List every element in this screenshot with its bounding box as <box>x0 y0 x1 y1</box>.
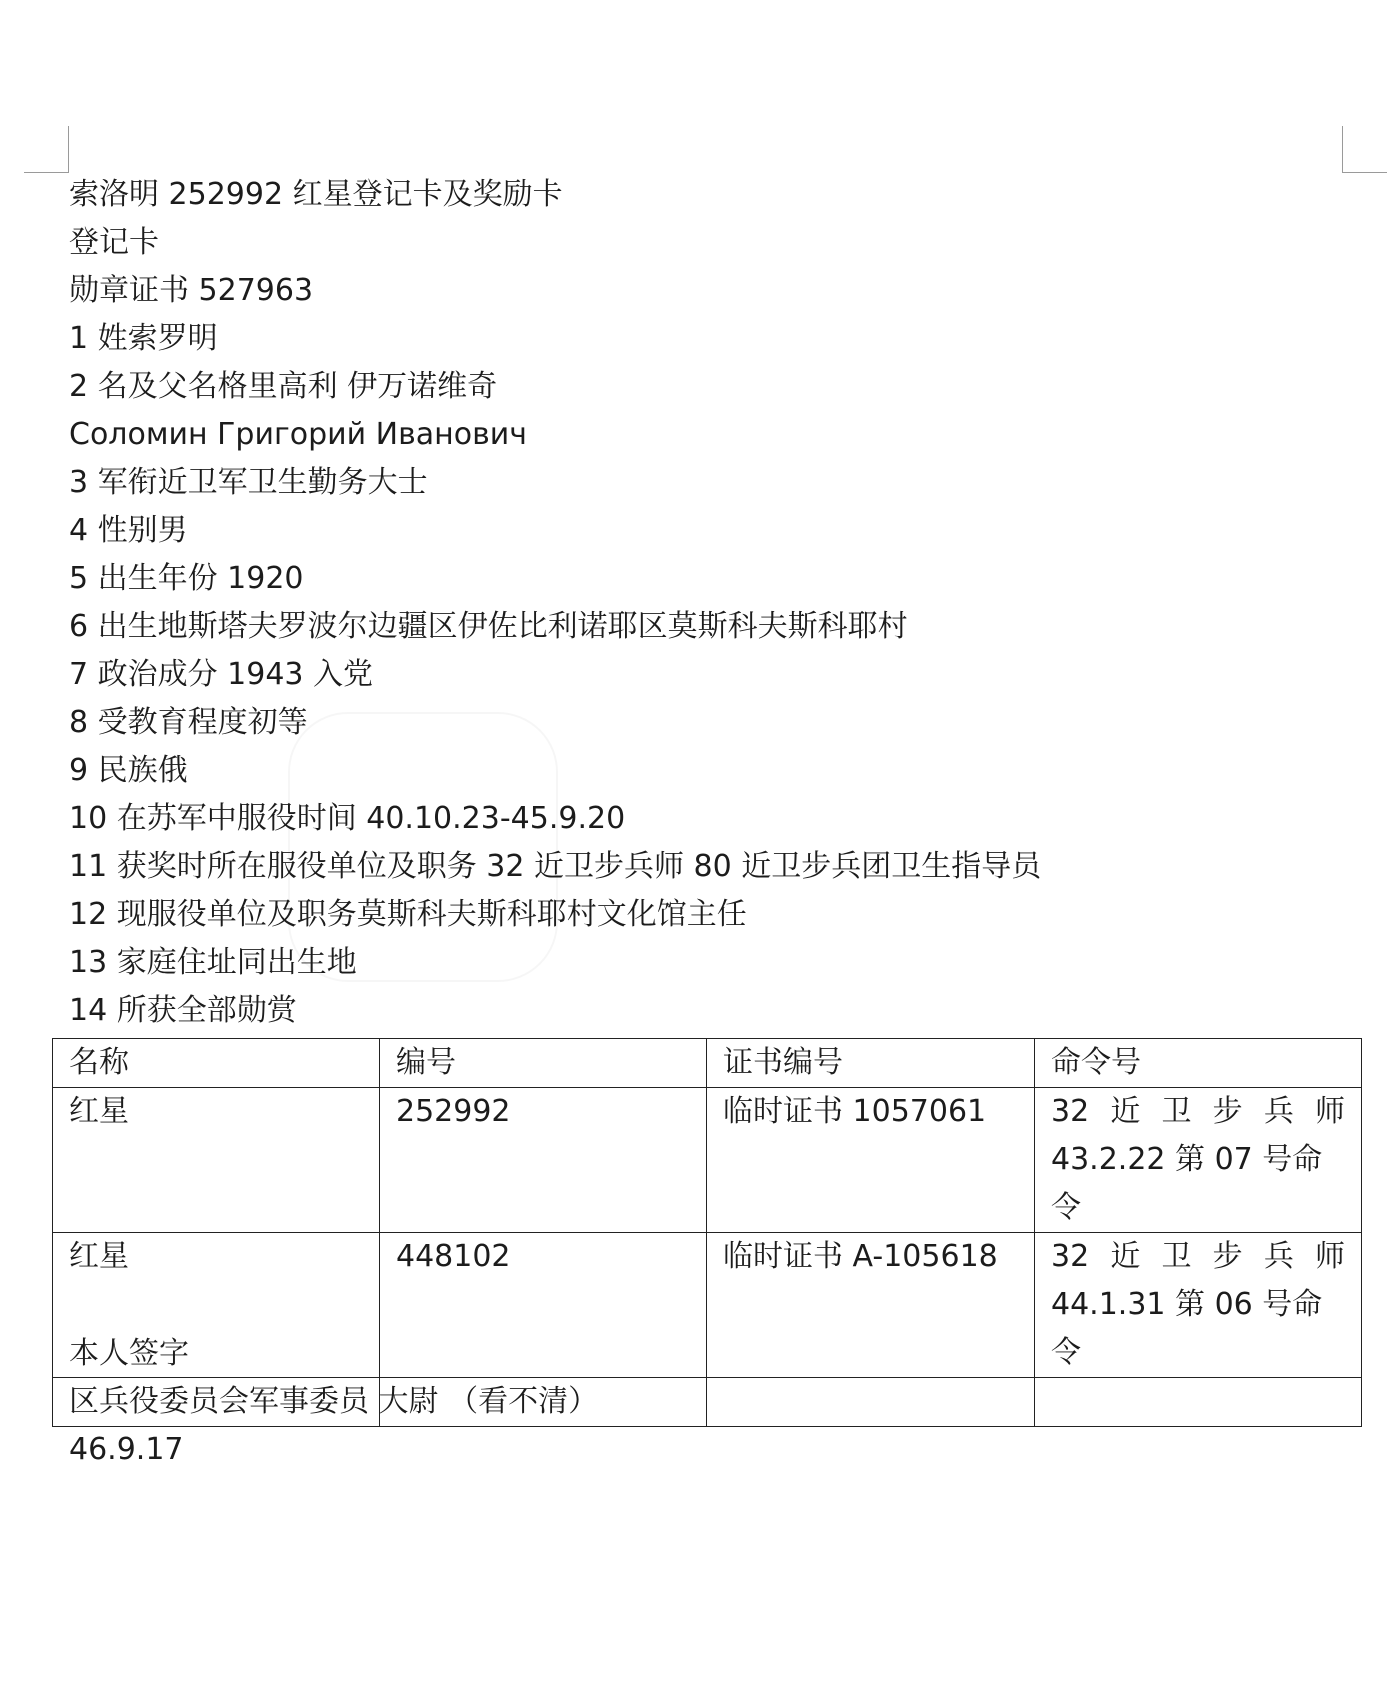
header-number: 编号 <box>380 1039 707 1088</box>
field-line: 6 出生地斯塔夫罗波尔边疆区伊佐比利诺耶区莫斯科夫斯科耶村 <box>69 609 908 644</box>
field-line: Соломин Григорий Иванович <box>69 417 528 452</box>
field-line: 11 获奖时所在服役单位及职务 32 近卫步兵师 80 近卫步兵团卫生指导员 <box>69 849 1042 884</box>
page-corner-mark-top-left <box>24 126 69 173</box>
order-token: 卫 <box>1161 1239 1192 1274</box>
document-date: 46.9.17 <box>69 1432 184 1467</box>
empty-cell <box>707 1378 1035 1427</box>
award-certificate: 临时证书 A-105618 <box>707 1233 1035 1378</box>
field-line: 13 家庭住址同出生地 <box>69 945 357 980</box>
certificate-number: 勋章证书 527963 <box>69 273 314 308</box>
table-row <box>53 1088 1362 1233</box>
empty-cell <box>1035 1378 1362 1427</box>
document-title: 索洛明 252992 红星登记卡及奖励卡 <box>69 177 563 212</box>
award-number: 252992 <box>380 1088 707 1233</box>
order-token: 近 <box>1110 1094 1141 1129</box>
order-token: 卫 <box>1161 1094 1192 1129</box>
order-token: 32 <box>1051 1094 1090 1129</box>
award-order <box>1035 1233 1362 1378</box>
order-token: 步 <box>1212 1094 1243 1129</box>
field-line: 12 现服役单位及职务莫斯科夫斯科耶村文化馆主任 <box>69 897 747 932</box>
field-line: 9 民族俄 <box>69 753 188 788</box>
header-certificate: 证书编号 <box>707 1039 1035 1088</box>
order-token: 兵 <box>1263 1094 1294 1129</box>
page-corner-mark-top-right <box>1342 126 1387 173</box>
award-order <box>1035 1088 1362 1233</box>
order-token: 师 <box>1314 1239 1345 1274</box>
signature-line: 本人签字 <box>69 1336 189 1371</box>
order-token: 步 <box>1212 1239 1243 1274</box>
award-certificate: 临时证书 1057061 <box>707 1088 1035 1233</box>
order-line-2: 44.1.31 第 06 号命令 <box>1051 1287 1323 1370</box>
order-line-2: 43.2.22 第 07 号命令 <box>1051 1142 1323 1225</box>
order-token: 师 <box>1314 1094 1345 1129</box>
document-footer <box>69 1330 598 1474</box>
order-line-1 <box>1051 1233 1345 1281</box>
document-subtitle: 登记卡 <box>69 225 159 260</box>
order-token: 近 <box>1110 1239 1141 1274</box>
header-order: 命令号 <box>1035 1039 1362 1088</box>
field-line: 7 政治成分 1943 入党 <box>69 657 374 692</box>
order-line-1 <box>1051 1088 1345 1136</box>
field-line: 3 军衔近卫军卫生勤务大士 <box>69 465 428 500</box>
field-line: 5 出生年份 1920 <box>69 561 304 596</box>
award-name: 红星 <box>53 1233 380 1378</box>
document-body <box>69 171 1041 1035</box>
header-name: 名称 <box>53 1039 380 1088</box>
field-line: 4 性别男 <box>69 513 188 548</box>
field-line: 1 姓索罗明 <box>69 321 218 356</box>
field-line: 10 在苏军中服役时间 40.10.23-45.9.20 <box>69 801 626 836</box>
field-line: 2 名及父名格里高利 伊万诺维奇 <box>69 369 498 404</box>
order-token: 兵 <box>1263 1239 1294 1274</box>
award-name: 红星 <box>53 1088 380 1233</box>
order-token: 32 <box>1051 1239 1090 1274</box>
table-header-row <box>53 1039 1362 1088</box>
commissioner-line: 区兵役委员会军事委员 大尉 （看不清） <box>69 1384 599 1419</box>
award-number: 448102 <box>380 1233 707 1378</box>
field-line: 8 受教育程度初等 <box>69 705 308 740</box>
field-line: 14 所获全部勋赏 <box>69 993 297 1028</box>
